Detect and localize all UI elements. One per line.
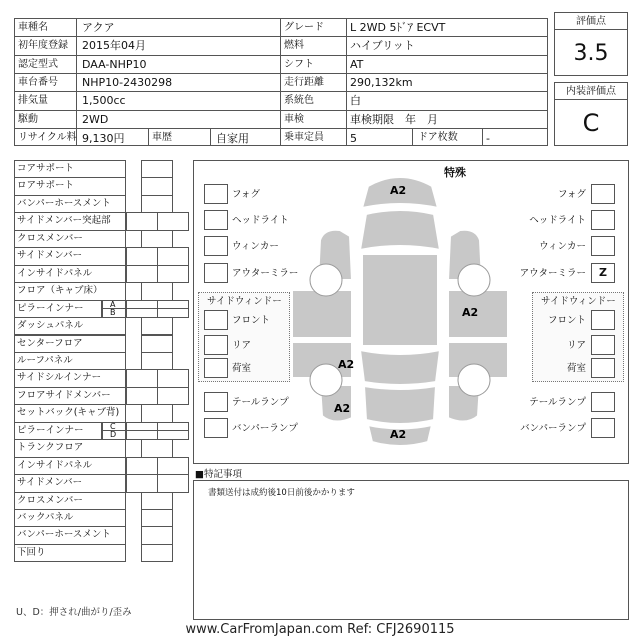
check-cell [141, 230, 173, 248]
left-window-checkbox [204, 335, 228, 355]
damage-mark: A2 [390, 428, 407, 441]
pillar-sub-label: B [110, 308, 116, 318]
check-cell [157, 474, 189, 492]
field-value: L 2WD 5ﾄﾞｱ ECVT [350, 21, 446, 34]
car-left-front-door [292, 290, 352, 338]
field-value: 2WD [82, 113, 109, 126]
recycle-label: リサイクル料 [18, 132, 77, 143]
frame-row-label: サイドシルインナー [17, 372, 102, 384]
check-cell [157, 247, 189, 265]
field-value: 車検期限 年 月 [350, 113, 438, 126]
frame-row-label: フロアサイドメンバー [17, 389, 111, 401]
check-cell [157, 457, 189, 475]
side-window-title: サイドウィンドー [207, 296, 282, 307]
doors-label: ドア枚数 [418, 132, 458, 143]
damage-mark: A2 [462, 306, 479, 319]
field-value: 1,500cc [82, 94, 126, 107]
check-cell [126, 265, 158, 283]
check-cell [126, 212, 158, 230]
frame-row-label: ダッシュパネル [17, 320, 84, 332]
left-window-checkbox [204, 358, 228, 378]
check-cell [126, 369, 158, 387]
left-window-label: 荷室 [232, 363, 252, 374]
field-value: DAA-NHP10 [82, 58, 147, 71]
wheel-front-left [310, 264, 342, 296]
frame-row-label: セットバック(キャブ背) [17, 407, 120, 419]
left-equipment-label: アウターミラー [232, 268, 299, 279]
field-label: グレード [284, 22, 324, 33]
check-cell [141, 352, 173, 370]
right-lamp-checkbox [591, 392, 615, 412]
side-window-title: サイドウィンドー [541, 296, 616, 307]
field-label: 車種名 [18, 22, 48, 33]
right-lamp-label: テールランプ [529, 397, 586, 408]
damage-mark: A2 [338, 358, 355, 371]
footer-watermark: www.CarFromJapan.com Ref: CFJ2690115 [185, 622, 455, 637]
field-value: 290,132km [350, 76, 413, 89]
diagram-title: 特殊 [444, 166, 466, 179]
check-cell [126, 387, 158, 405]
right-window-label: リア [566, 340, 586, 351]
check-cell [141, 335, 173, 353]
field-label: 排気量 [18, 95, 48, 106]
car-trunk [364, 386, 436, 424]
interior-score-label: 内装評価点 [566, 86, 616, 97]
check-cell [157, 387, 189, 405]
left-equipment-label: フォグ [232, 189, 261, 200]
right-equipment-label: ヘッドライト [529, 215, 586, 226]
check-cell [141, 439, 173, 457]
frame-row-label: サイドメンバー [17, 477, 83, 489]
capacity-value: 5 [350, 132, 357, 145]
check-cell [141, 195, 173, 213]
frame-row-label: バックパネル [17, 512, 74, 523]
left-equipment-checkbox [204, 263, 228, 283]
field-value: AT [350, 58, 364, 71]
left-equipment-label: ヘッドライト [232, 215, 289, 226]
left-lamp-checkbox [204, 418, 228, 438]
car-rear-glass [360, 350, 440, 385]
right-equipment-checkbox [591, 210, 615, 230]
capacity-label: 乗車定員 [284, 132, 324, 143]
pillar-sub-label: D [110, 430, 117, 440]
right-equipment-checkbox: Z [591, 263, 615, 283]
check-cell [157, 369, 189, 387]
frame-row-label: ピラーインナー [17, 424, 84, 436]
left-equipment-label: ウィンカー [232, 241, 279, 252]
frame-row-label: サイドメンバー突起部 [17, 215, 111, 227]
field-value: アクア [82, 21, 115, 34]
score-box [554, 12, 628, 76]
field-label: 走行距離 [284, 77, 324, 88]
field-value: NHP10-2430298 [82, 76, 173, 89]
right-lamp-checkbox [591, 418, 615, 438]
right-equipment-label: フォグ [557, 189, 586, 200]
left-lamp-label: バンパーランプ [232, 423, 298, 434]
right-window-checkbox [591, 335, 615, 355]
left-window-label: リア [232, 340, 252, 351]
notes-text: 書類送付は成約後10日前後かかります [208, 488, 355, 498]
check-cell [141, 177, 173, 195]
check-cell [141, 160, 173, 178]
field-value: 2015年04月 [82, 39, 146, 52]
car-roof [362, 254, 438, 346]
right-equipment-checkbox [591, 236, 615, 256]
check-cell [141, 282, 173, 300]
frame-row-label: ピラーインナー [17, 302, 84, 314]
left-equipment-checkbox [204, 236, 228, 256]
recycle-value: 9,130円 [82, 132, 125, 145]
check-cell [126, 474, 158, 492]
field-label: 燃料 [284, 40, 304, 51]
right-equipment-label: アウターミラー [519, 268, 586, 279]
field-label: 車台番号 [18, 77, 58, 88]
right-window-label: 荷室 [566, 363, 586, 374]
frame-row-label: クロスメンバー [17, 494, 83, 506]
wheel-rear-right [458, 364, 490, 396]
frame-row-label: コアサポート [17, 163, 75, 174]
left-lamp-checkbox [204, 392, 228, 412]
frame-row-label: フロア（キャブ床） [17, 285, 103, 297]
right-window-checkbox [591, 310, 615, 330]
score-value: 3.5 [573, 41, 609, 66]
notes-title: ■特記事項 [195, 469, 242, 480]
field-label: シフト [284, 59, 314, 70]
legend-text: U、D：押され/曲がり/歪み [16, 607, 132, 618]
field-label: 初年度登録 [18, 40, 68, 51]
field-label: 系統色 [284, 95, 314, 106]
history-label: 車歴 [152, 132, 172, 143]
field-label: 駆動 [18, 114, 38, 125]
frame-row-label: 下回り [17, 546, 46, 558]
interior-score-value: C [582, 109, 600, 137]
field-label: 認定型式 [18, 59, 58, 70]
left-window-label: フロント [232, 315, 271, 326]
interior-score-box [554, 82, 628, 146]
right-window-checkbox [591, 358, 615, 378]
frame-row-label: ロアサポート [17, 180, 75, 192]
notes-box [193, 480, 629, 620]
frame-row-label: インサイドパネル [17, 459, 93, 471]
frame-row-label: インサイドパネル [17, 267, 93, 279]
wheel-front-right [458, 264, 490, 296]
pillar-sub-label: A [110, 299, 116, 309]
check-cell [141, 492, 173, 510]
history-value: 自家用 [216, 132, 249, 145]
score-label: 評価点 [576, 16, 606, 27]
left-equipment-checkbox [204, 184, 228, 204]
check-cell [126, 247, 158, 265]
frame-row-label: サイドメンバー [17, 250, 83, 262]
damage-mark: A2 [334, 402, 351, 415]
frame-row-label: バンパーホースメント [17, 529, 111, 541]
check-cell [141, 526, 173, 544]
field-value: 白 [350, 94, 361, 107]
damage-mark: A2 [390, 184, 407, 197]
frame-row-label: バンパーホースメント [17, 197, 111, 209]
check-cell [141, 544, 173, 562]
pillar-sub-label: C [110, 421, 116, 431]
field-value: ハイブリット [350, 39, 415, 52]
check-cell [141, 509, 173, 527]
right-equipment-label: ウィンカー [539, 241, 586, 252]
check-cell [141, 404, 173, 422]
right-lamp-label: バンパーランプ [520, 423, 586, 434]
right-window-label: フロント [547, 315, 586, 326]
frame-row-label: クロスメンバー [17, 232, 83, 244]
check-cell [157, 212, 189, 230]
check-cell [126, 457, 158, 475]
left-window-checkbox [204, 310, 228, 330]
right-equipment-checkbox [591, 184, 615, 204]
check-cell [141, 317, 173, 335]
car-front-windshield [360, 210, 440, 250]
left-lamp-label: テールランプ [232, 397, 289, 408]
frame-row-label: ルーフパネル [17, 354, 73, 366]
frame-row-label: センターフロア [17, 337, 83, 349]
car-diagram [290, 170, 510, 455]
left-equipment-checkbox [204, 210, 228, 230]
field-label: 車検 [284, 114, 304, 125]
check-cell [157, 265, 189, 283]
frame-row-label: トランクフロア [17, 442, 84, 454]
doors-value: - [486, 132, 490, 145]
